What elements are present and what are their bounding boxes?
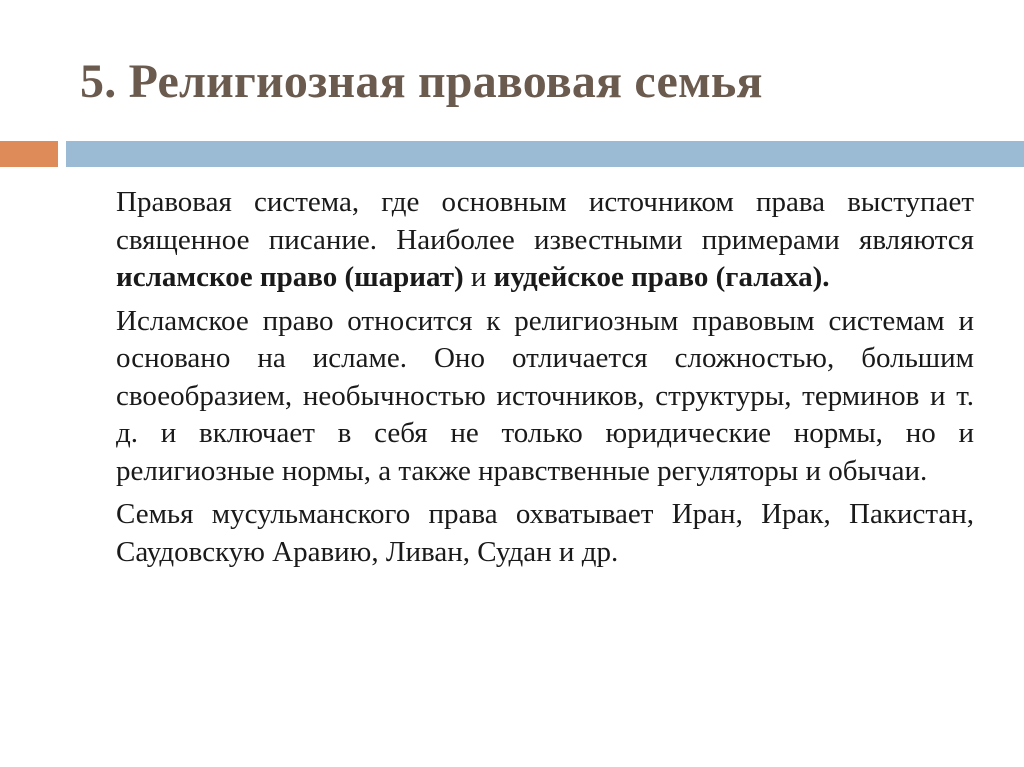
slide-body xyxy=(116,184,974,577)
conjunction-text: и xyxy=(463,261,494,293)
title-underline-accent-orange xyxy=(0,141,58,167)
paragraph-countries: Семья мусульманского права охватывает Иран, Ирак, Пакистан, Саудовскую Аравию, Ливан, Судан и др. xyxy=(116,498,974,568)
paragraph-islamic-law: Исламское право относится к религиозным правовым системам и основано на исламе. Оно отличается сложностью, большим своеобразием, необычностью источников, структуры, терминов и т. д. и включает в себя не только юридические нормы, но и религиозные нормы, а также нравственные регуляторы и обычаи. xyxy=(116,304,974,487)
slide-title: 5. Религиозная правовая семья xyxy=(80,55,763,108)
term-jewish-law: иудейское право (галаха). xyxy=(493,261,830,293)
term-islamic-law: исламское право (шариат) xyxy=(116,261,464,293)
paragraph-definition-text: Правовая система, где основным источником права выступает священное писание. Наиболее известными примерами являются xyxy=(116,186,974,256)
title-underline-bar-blue xyxy=(66,141,1024,167)
paragraph-definition xyxy=(116,184,974,297)
